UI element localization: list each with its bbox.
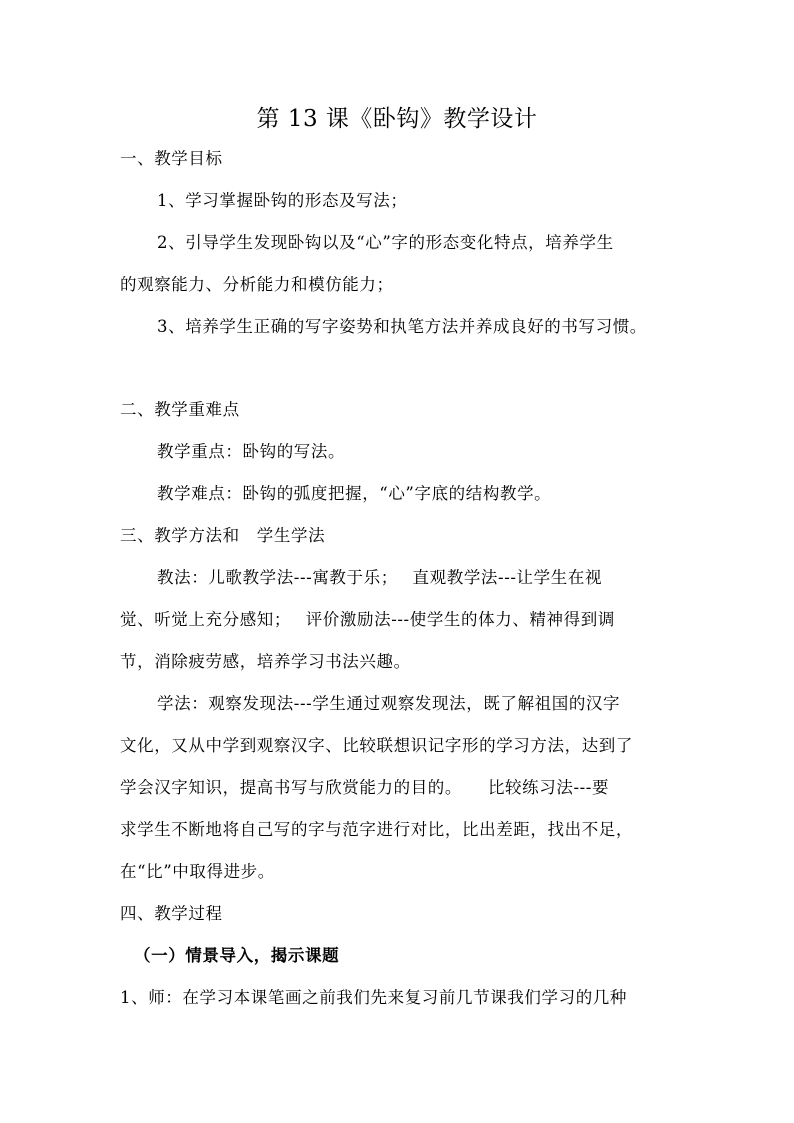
paragraph-line: 教学重点：卧钩的写法。: [157, 442, 346, 461]
paragraph-line: 节，消除疲劳感，培养学习书法兴趣。: [120, 652, 411, 671]
section-heading-objectives: 一、教学目标: [120, 149, 223, 168]
section-heading-process: 四、教学过程: [120, 904, 223, 923]
paragraph-line: 在“比”中取得进步。: [120, 862, 275, 881]
paragraph-line: 学会汉字知识，提高书写与欣赏能力的目的。 比较练习法---要: [120, 778, 610, 797]
paragraph-line: 2、引导学生发现卧钩以及“心”字的形态变化特点，培养学生: [157, 233, 614, 252]
paragraph-line: 求学生不断地将自己写的字与范字进行对比，比出差距，找出不足，: [120, 820, 633, 839]
paragraph-line: 教学难点：卧钩的弧度把握，“心”字底的结构教学。: [157, 484, 552, 503]
paragraph-line: 觉、听觉上充分感知； 评价激励法---使学生的体力、精神得到调: [120, 610, 615, 629]
document-title: 第 13 课《卧钩》教学设计: [256, 106, 538, 132]
paragraph-line: 1、师：在学习本课笔画之前我们先来复习前几节课我们学习的几种: [120, 988, 627, 1007]
paragraph-line: 的观察能力、分析能力和模仿能力；: [120, 275, 394, 294]
section-heading-key-points: 二、教学重难点: [120, 400, 240, 419]
paragraph-line: 1、学习掌握卧钩的形态及写法；: [157, 191, 408, 210]
paragraph-line: 文化，又从中学到观察汉字、比较联想识记字形的学习方法，达到了: [120, 736, 633, 755]
section-heading-methods: 三、教学方法和 学生学法: [120, 526, 326, 545]
paragraph-line: 学法：观察发现法---学生通过观察发现法，既了解祖国的汉字: [157, 694, 621, 713]
subsection-heading: （一）情景导入，揭示课题: [134, 946, 340, 965]
paragraph-line: 教法：儿歌教学法---寓教于乐； 直观教学法---让学生在视: [157, 568, 603, 587]
paragraph-line: 3、培养学生正确的写字姿势和执笔方法并养成良好的书写习惯。: [157, 317, 647, 336]
